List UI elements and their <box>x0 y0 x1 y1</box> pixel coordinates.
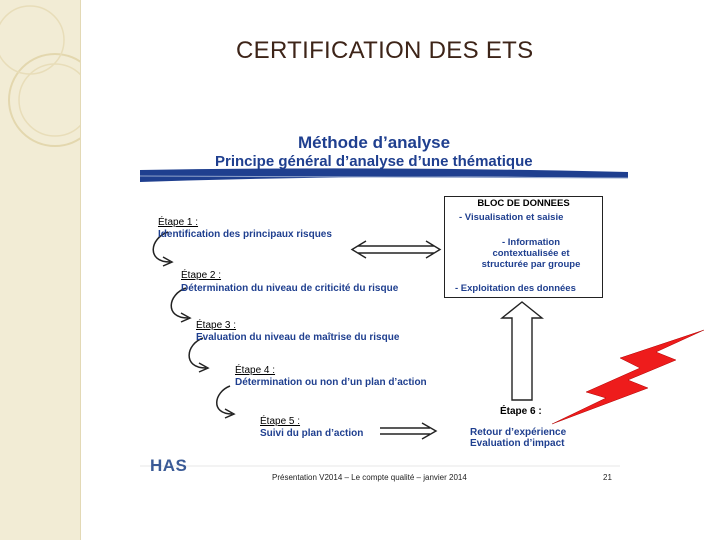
data-block-box <box>444 196 603 298</box>
up-arrow <box>502 302 542 400</box>
page-number: 21 <box>603 473 612 482</box>
step-4-label: Étape 4 : <box>235 365 276 376</box>
step-2-desc: Détermination du niveau de criticité du risque <box>181 283 399 294</box>
footer-text: Présentation V2014 – Le compte qualité – janvier 2014 <box>272 473 467 482</box>
step-6-desc-line-1: Retour d’expérience <box>470 427 567 438</box>
step-1-desc: Identification des principaux risques <box>158 229 332 240</box>
step-1-label: Étape 1 : <box>158 217 199 228</box>
step-6-desc-line-2: Evaluation d’impact <box>470 438 565 449</box>
data-block-item-2: - Information contextualisée et structurée par groupe <box>481 237 581 270</box>
diagram-subtitle: Principe général d’analyse d’une thématique <box>215 153 533 170</box>
data-block-title: BLOC DE DONNEES <box>477 198 570 209</box>
step-3-desc: Evaluation du niveau de maîtrise du risque <box>196 332 400 343</box>
step-6-desc <box>470 427 566 449</box>
step-6-label: Étape 6 : <box>500 406 542 417</box>
step-3-label: Étape 3 : <box>196 320 237 331</box>
curl-arrow-4 <box>217 386 232 414</box>
data-block-item-1: - Visualisation et saisie <box>459 212 564 223</box>
step-2-label: Étape 2 : <box>181 270 222 281</box>
step-5-label: Étape 5 : <box>260 416 301 427</box>
step-4-desc: Détermination ou non d’un plan d’action <box>235 377 427 388</box>
double-arrow-1 <box>352 241 440 258</box>
header-swoosh <box>140 168 628 182</box>
step-5-desc: Suivi du plan d’action <box>260 428 364 439</box>
double-arrow-2 <box>380 423 436 439</box>
has-logo: HAS <box>150 456 188 475</box>
data-block-item-3: - Exploitation des données <box>455 283 576 294</box>
diagram-title: Méthode d’analyse <box>298 133 451 152</box>
slide-title: CERTIFICATION DES ETS <box>236 37 534 64</box>
lightning-bolt-icon <box>552 330 704 424</box>
